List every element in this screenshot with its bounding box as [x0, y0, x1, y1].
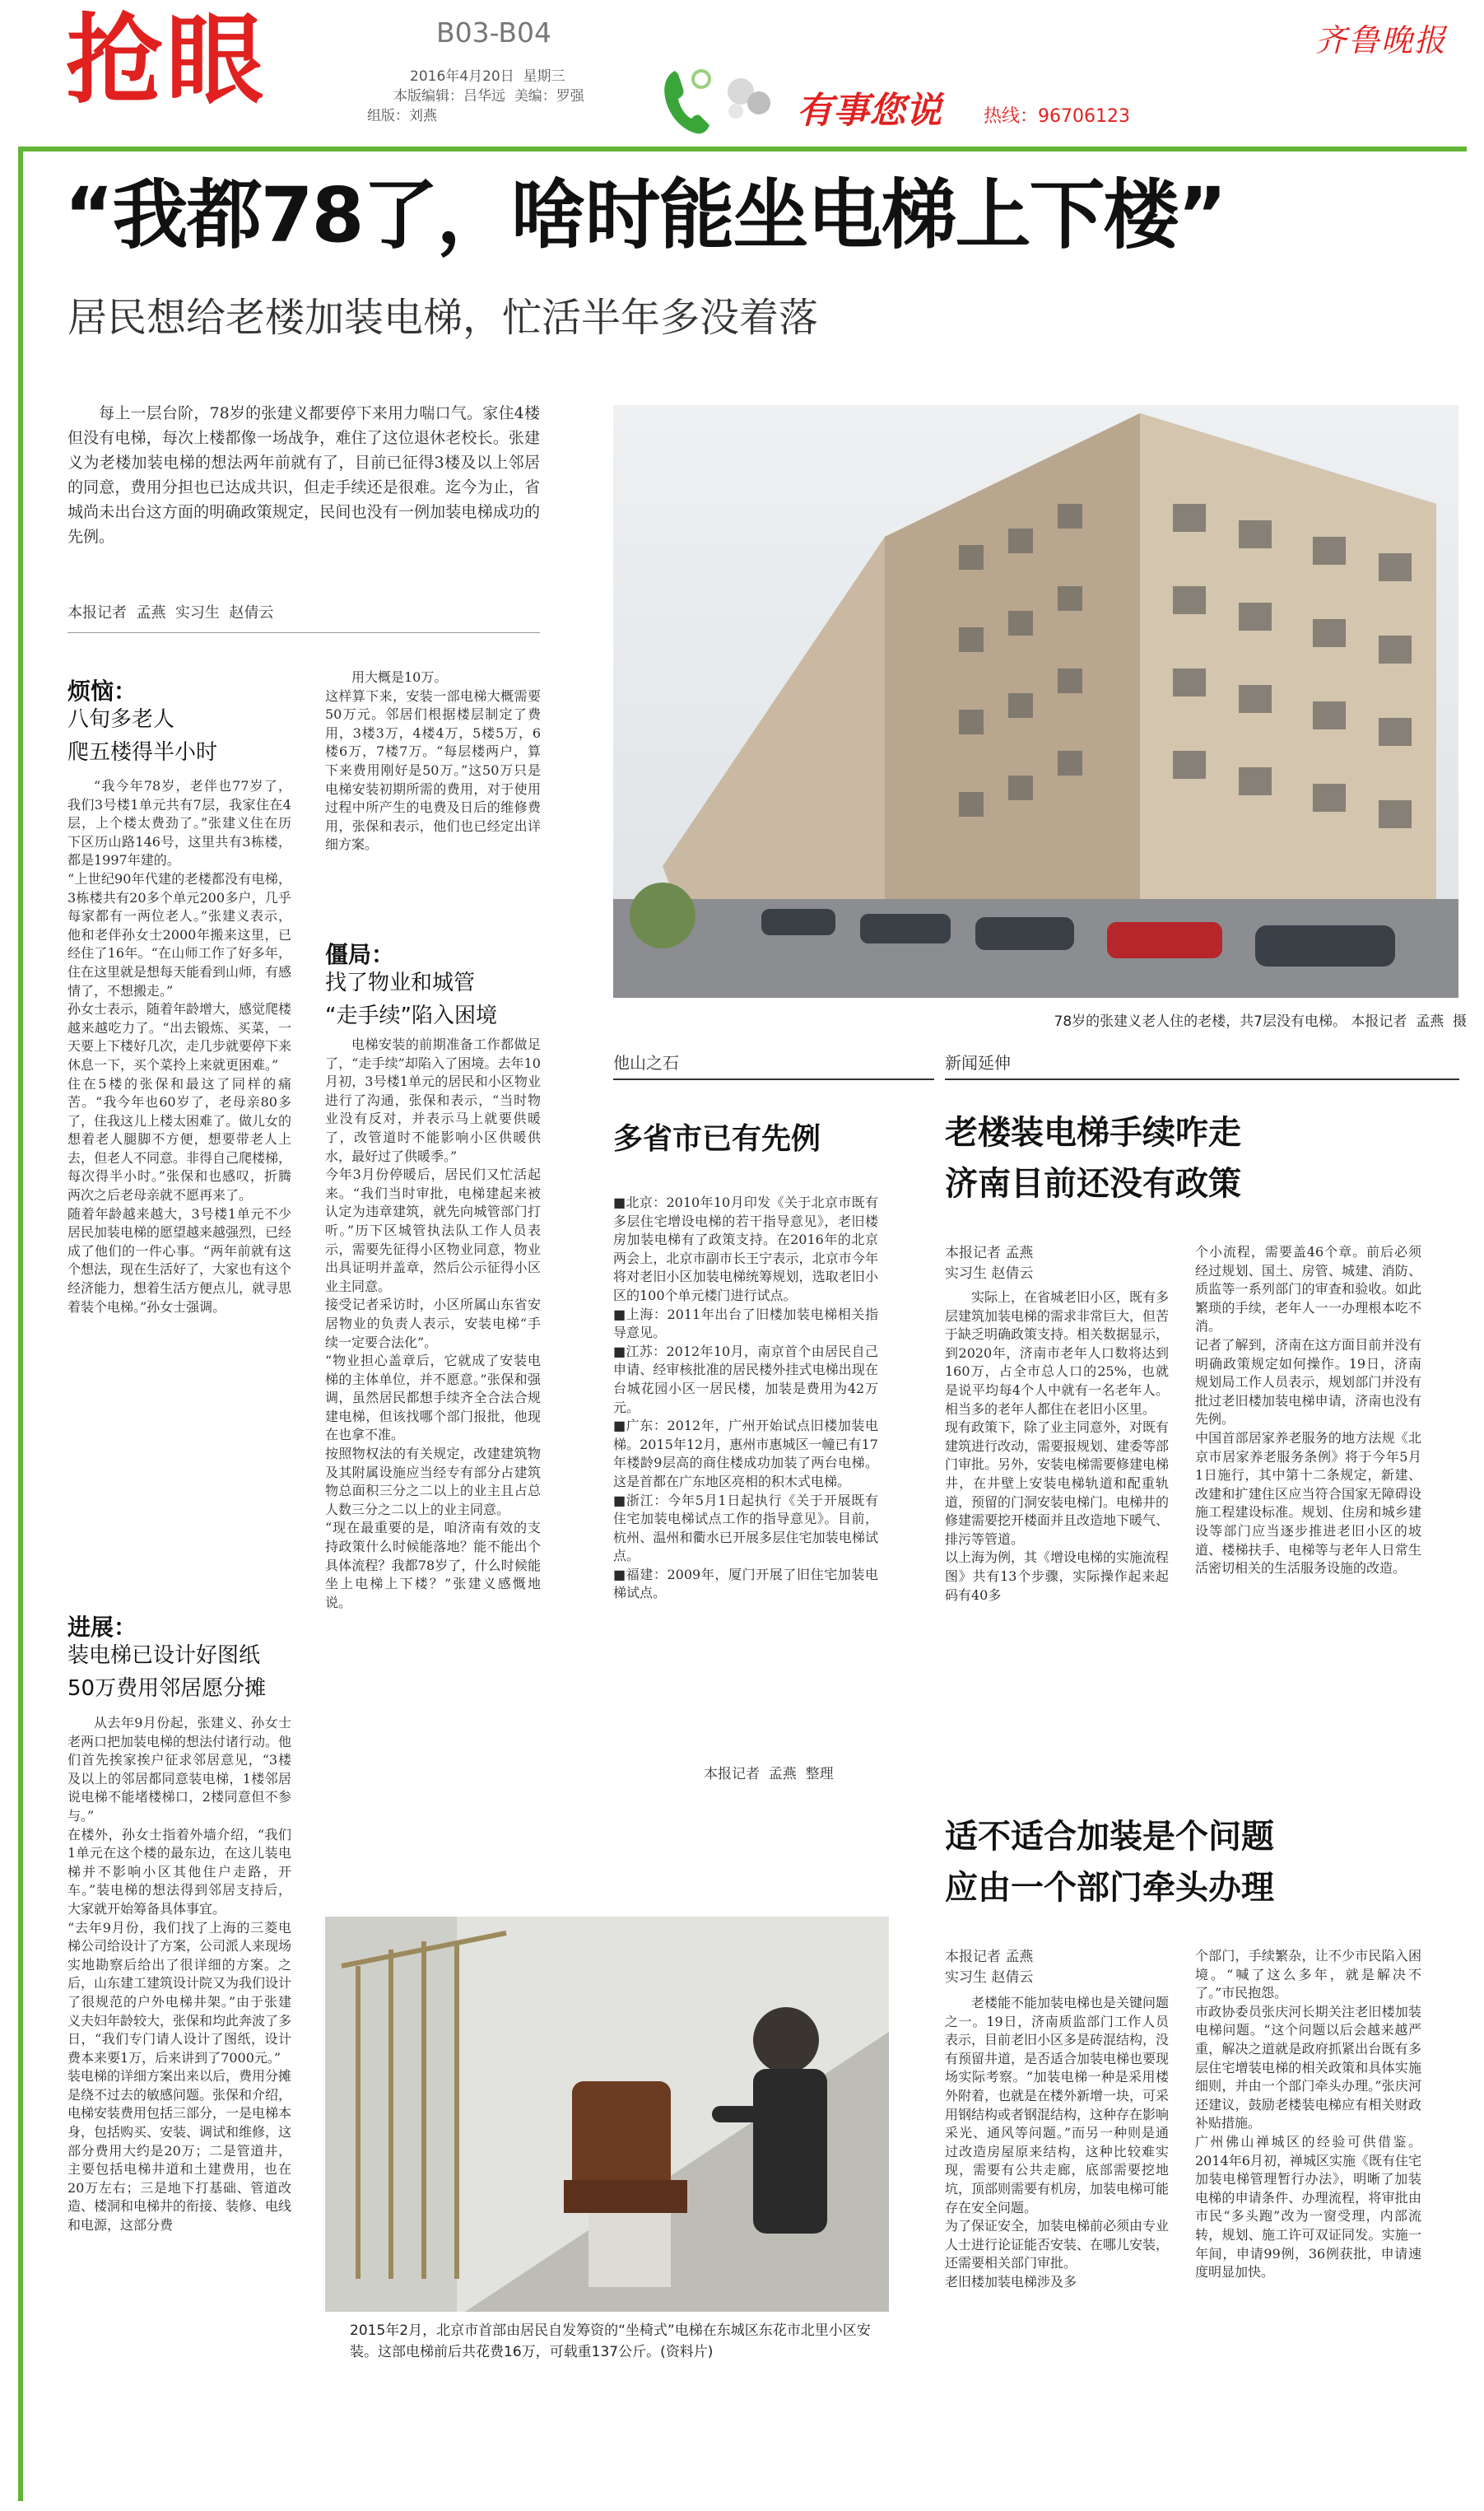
slogan: 有事您说 — [797, 90, 942, 132]
col2-body: 用大概是10万。 这样算下来，安装一部电梯大概需要50万元。邻居们根据楼层制定了费用，3楼3万，4楼4万，5楼5万，6楼6万，7楼7万。“每层楼两户，算下来费用刚好是50万。”这50万只是电梯安装初期所需的费用，对于使用过程中所产生的电费及日后的维修费用，张保和表示，他们也已经定出详细方案。 — [325, 669, 541, 853]
sidebar2-body: 实际上，在省城老旧小区，既有多层建筑加装电梯的需求非常巨大，但苦于缺乏明确政策支持。相关数据显示，到2020年，济南市老年人口数将达到160万，占全市总人口的25%，也就是说平均每4个人中就有一名老年人。相当多的老年人都住在老旧小区里。 现有政策下，除了业主同意外，对既有建筑进行改动，需要报规划、建委等部门审批。另外，安装电梯需要修建电梯井，在井壁上安装电梯轨道和配重轨道，预留的门洞安装电梯门。电梯井的修建需要挖开楼面并且改造地下暖气、排污等管道。 以上海为例，其《增设电梯的实施流程图》共有13个步骤，实际操作起来起码有40多 — [945, 1289, 1169, 1603]
section-title-deadlock: 找了物业和城管 “走手续”陷入困境 — [325, 971, 497, 1028]
sidebar1-byline: 本报记者 孟燕 整理 — [704, 1766, 834, 1782]
left-rule — [18, 147, 23, 2501]
section-title-worry: 八旬多老人 爬五楼得半小时 — [67, 707, 218, 765]
stairlift-photo-caption: 2015年2月，北京市首部由居民自发筹资的“坐椅式”电梯在东城区东花市北里小区安装。这部电梯前后共花费16万，可载重137公斤。(资料片) — [350, 2322, 871, 2360]
date: 2016年4月20日 — [410, 68, 514, 85]
sidebar3-body-b: 个部门，手续繁杂，让不少市民陷入困境。“喊了这么多年，就是解决不了。”市民抱怨。 市政协委员张庆河长期关注老旧楼加装电梯问题。“这个问题以后会越来越严重，解决之道就是政府抓紧出台既有多层住宅增装电梯的相关政策和具体实施细则，并由一个部门牵头办理。”张庆河还建议，鼓励老楼装电梯应有相关财政补贴措施。 广州佛山禅城区的经验可供借鉴。2014年6月初，禅城区实施《既有住宅加装电梯管理暂行办法》，明晰了加装电梯的申请条件、办理流程，将审批由市民“多头跑”改为一窗受理，内部流转，规划、施工许可双证同发。实施一年间，申请99例，36例获批，申请速度明显加快。 — [1195, 1948, 1421, 2280]
stairlift-photo — [325, 1917, 889, 2312]
proof-credit: 组版：刘燕 — [367, 108, 437, 124]
section-title: 抢眼 — [66, 3, 267, 117]
sidebar1-body: ■北京：2010年10月印发《关于北京市既有多层住宅增设电梯的若干指导意见》，老旧楼房加装电梯有了政策支持。在2016年的北京两会上，北京市副市长王宁表示，北京市今年将对老旧小区加装电梯统筹规划，选取老旧小区的100个单元楼门进行试点。 ■上海：2011年出台了旧楼加装电梯相关指导意见。 ■江苏：2012年10月，南京首个由居民自己申请、经审核批准的居民楼外挂式电梯出现在台城花园小区一居民楼，加装是费用为42万元。 ■广东：2012年，广州开始试点旧楼加装电梯。2015年12月，惠州市惠城区一幢已有17年楼龄9层高的商住楼成功加装了两台电梯。这是首都在广东地区亮相的积木式电梯。 ■浙江：今年5月1日起执行《关于开展既有住宅加装电梯试点工作的指导意见》。目前，杭州、温州和衢水已开展多层住宅加装电梯试点。 ■福建：2009年，厦门开展了旧住宅加装电梯试点。 — [613, 1195, 878, 1601]
editor: 本版编辑：吕华远 — [393, 88, 505, 105]
art-editor: 美编：罗强 — [514, 88, 584, 105]
talk-bubble-icon — [716, 70, 790, 128]
section-title-progress: 装电梯已设计好图纸 50万费用邻居愿分摊 — [67, 1643, 267, 1701]
section-tag-worry: 烦恼： — [67, 678, 137, 705]
header-rule — [18, 147, 1467, 151]
sidebar2-byline: 本报记者 孟燕 实习生 赵倩云 — [945, 1245, 1034, 1282]
sidebar1-label: 他山之石 — [613, 1050, 934, 1080]
hotline: 热线：96706123 — [984, 106, 1130, 127]
subheadline: 居民想给老楼加装电梯，忙活半年多没着落 — [67, 295, 819, 341]
col2-body-b: 电梯安装的前期准备工作都做足了，“走手续”却陷入了困境。去年10月初，3号楼1单元的居民和小区物业进行了沟通，张保和表示，“当时物业没有反对，并表示马上就要供暖了，改管道时不能影响小区供暖供水，最好过了供暖季。” 今年3月份停暖后，居民们又忙活起来。“我们当时审批，电梯建起来被认定为违章建筑，就先向城管部门打听。”历下区城管执法队工作人员表示，需要先征得小区物业同意，物业出具证明并盖章，然后公示征得小区业主同意。 接受记者采访时，小区所属山东省安居物业的负责人表示，安装电梯“手续一定要合法化”。 “物业担心盖章后，它就成了安装电梯的主体单位，并不愿意。”张保和强调，虽然居民都想手续齐全合法合规建电梯，但该找哪个部门报批，他现在也拿不准。 按照物权法的有关规定，改建建筑物及其附属设施应当经专有部分占建筑物总面积三分之二以上的业主且占总人数三分之二以上的业主同意。 “现在最重要的是，咱济南有效的支持政策什么时候能落地？能不能出个具体流程？我都78岁了，什么时候能坐上电梯上下楼？”张建义感慨地说。 — [325, 1037, 541, 1610]
lead-paragraph: 每上一层台阶，78岁的张建义都要停下来用力喘口气。家住4楼但没有电梯，每次上楼都像一场战争，难住了这位退休老校长。张建义为老楼加装电梯的想法两年前就有了，目前已征得3楼及以上邻居的同意，费用分担也已达成共识，但走手续还是很难。迄今为止，省城尚未出台这方面的明确政策规定，民间也没有一例加装电梯成功的先例。 — [67, 404, 540, 546]
sidebar3-body: 老楼能不能加装电梯也是关键问题之一。19日，济南质监部门工作人员表示，目前老旧小区多是砖混结构，没有预留井道，是否适合加装电梯也要现场实际考察。“加装电梯一种是采用楼外附着，也就是在楼外新增一块，可采用钢结构或者钢混结构，这种存在影响采光、通风等问题。”而另一种则是通过改造房屋原来结构，这种比较难实现，需要有公共走廊，底部需要挖地坑，顶部则需要有机房，加装电梯可能存在安全问题。 为了保证安全，加装电梯前必须由专业人士进行论证能否安装、在哪儿安装，还需要相关部门审批。 老旧楼加装电梯涉及多 — [945, 1995, 1169, 2290]
headline: “我都78了，啥时能坐电梯上下楼” — [64, 171, 1226, 259]
sidebar3-byline: 本报记者 孟燕 实习生 赵倩云 — [945, 1949, 1034, 1986]
sidebar2-title: 老楼装电梯手续咋走 济南目前还没有政策 — [945, 1114, 1241, 1203]
sidebar2-body-b: 个小流程，需要盖46个章。前后必须经过规划、国土、房管、城建、消防、质监等一系列部门的审查和验收。如此繁琐的手续，老年人一一办理根本吃不消。 记者了解到，济南在这方面目前并没有明确政策规定如何操作。19日，济南规划局工作人员表示，规划部门并没有批过老旧楼加装电梯申请，济南也没有先例。 中国首部居家养老服务的地方法规《北京市居家养老服务条例》将于今年5月1日施行，其中第十二条规定，新建、改建和扩建住区应当符合国家无障碍设施工程建设标准。规划、住房和城乡建设等部门应当逐步推进老旧小区的坡道、楼梯扶手、电梯等与老年人日常生活密切相关的生活服务设施的改造。 — [1195, 1244, 1421, 1577]
editor-credits — [393, 84, 584, 105]
paper-name-logo: 齐鲁晚报 — [1315, 22, 1448, 58]
main-byline: 本报记者 孟燕 实习生 赵倩云 — [67, 604, 274, 622]
col1-body: “我今年78岁，老伴也77岁了，我们3号楼1单元共有7层，我家住在4层，上个楼太费劲了。”张建义住在历下区历山路146号，这里共有3栋楼，都是1997年建的。 “上世纪90年代建的老楼都没有电梯，3栋楼共有20多个单元200多户，几乎每家都有一两位老人。”张建义表示，他和老伴孙女士2000年搬来这里，已经住了16年。“在山师工作了好多年，住在这里就是想每天能看到山师，有感情了，不想搬走。” 孙女士表示，随着年龄增大，感觉爬楼越来越吃力了。“出去锻炼、买菜，一天要上下楼好几次，走几步就要停下来休息一下，买个菜拎上来就更困难。” 住在5楼的张保和最这了同样的痛苦。“我今年也60岁了，老母亲80多了，住我这儿上楼太困难了。做儿女的想着老人腿脚不方便，想要带老人上去，但老人不同意。非得自己爬楼梯，每次得半小时。”张保和也感叹，折腾两次之后老母亲就不愿再来了。 随着年龄越来越大，3号楼1单元不少居民加装电梯的愿望越来越强烈，已经成了他们的一件心事。“两年前就有这个想法，现在生活好了，大家也有这个经济能力，想着生活方便点儿，就寻思着装个电梯。”孙女士强调。 — [67, 778, 291, 1315]
lead-divider — [67, 632, 540, 633]
weekday: 星期三 — [523, 68, 565, 85]
building-photo — [613, 405, 1458, 998]
building-photo-caption: 78岁的张建义老人住的老楼，共7层没有电梯。 本报记者 孟燕 摄 — [1054, 1013, 1467, 1030]
sidebar1-title: 多省市已有先例 — [613, 1122, 821, 1156]
sidebar2-label: 新闻延伸 — [945, 1050, 1459, 1080]
phone-icon — [658, 64, 718, 138]
page-header — [0, 0, 1484, 156]
col1-body-b: 从去年9月份起，张建义、孙女士老两口把加装电梯的想法付诸行动。他们首先挨家挨户征求邻居意见，“3楼及以上的邻居都同意装电梯，1楼邻居说电梯不能堵楼梯口，2楼同意但不参与。” 在楼外，孙女士指着外墙介绍，“我们1单元在这个楼的最东边，在这儿装电梯并不影响小区其他住户走路，开车。”装电梯的想法得到邻居支持后，大家就开始筹备具体事宜。 “去年9月份，我们找了上海的三菱电梯公司给设计了方案，公司派人来现场实地勘察后给出了很详细的方案。之后，山东建工建筑设计院又为我们设计了很规范的户外电梯井架。”由于张建义夫妇年龄较大，张保和均此奔波了多日，“我们专门请人设计了图纸，设计费本来要1万，后来讲到了7000元。” 装电梯的详细方案出来以后，费用分摊是绕不过去的敏感问题。张保和介绍，电梯安装费用包括三部分，一是电梯本身，包括购买、安装、调试和维修，这部分费用大约是20万；二是管道井，主要包括电梯井道和土建费用，也在20万左右；三是地下打基础、管道改造、楼洞和电梯井的衔接、装修、电线和电源，这部分费 — [67, 1715, 291, 2234]
sidebar3-title: 适不适合加装是个问题 应由一个部门牵头办理 — [945, 1818, 1274, 1907]
page-numbers: B03-B04 — [436, 16, 551, 49]
issue-date — [410, 64, 565, 85]
section-tag-deadlock: 僵局： — [325, 941, 395, 968]
section-tag-progress: 进展： — [67, 1614, 137, 1641]
